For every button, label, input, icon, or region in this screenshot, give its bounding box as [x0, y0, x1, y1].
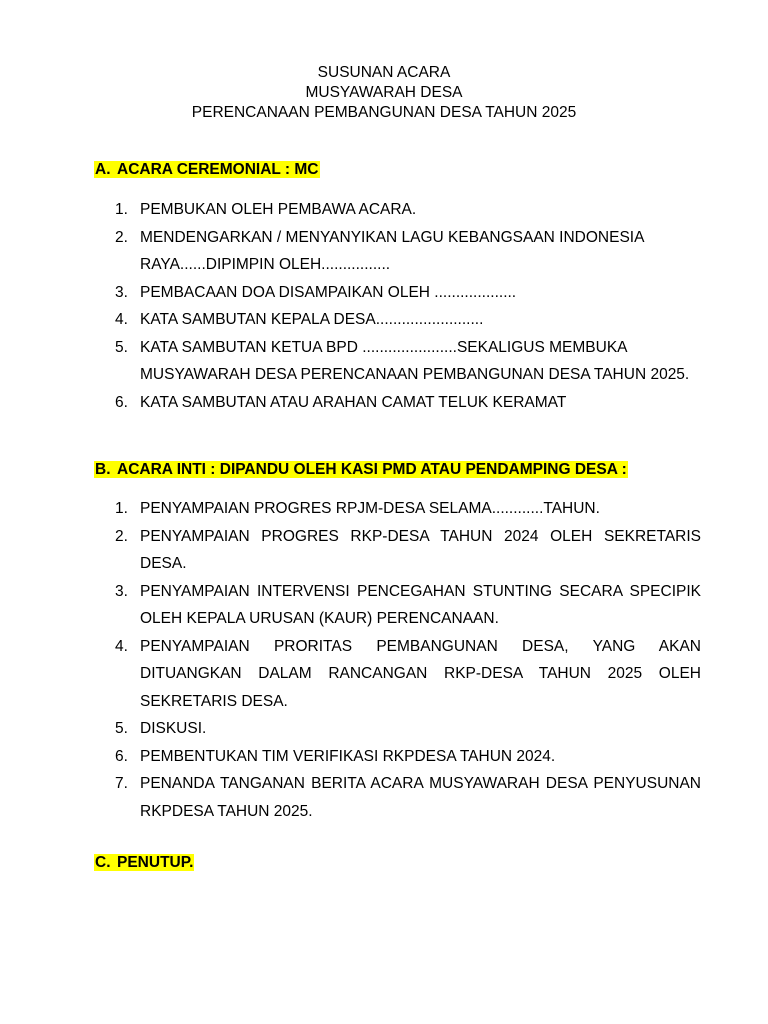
- item-number: 1.: [115, 201, 128, 218]
- list-item: [115, 334, 701, 389]
- item-text: PEMBACAAN DOA DISAMPAIKAN OLEH ...................: [140, 283, 517, 301]
- list-item: [115, 389, 701, 417]
- item-text: PENANDA TANGANAN BERITA ACARA MUSYAWARAH DESA PENYUSUNAN RKPDESA TAHUN 2025.: [140, 775, 701, 820]
- list-item: [115, 743, 701, 771]
- item-text: KATA SAMBUTAN KETUA BPD ......................SEKALIGUS MEMBUKA MUSYAWARAH DESA PERENCANAAN PEMBANGUNAN DESA TAHUN 2025.: [140, 338, 690, 383]
- section-letter: A.: [95, 161, 111, 178]
- item-text: PENYAMPAIAN INTERVENSI PENCEGAHAN STUNTING SECARA SPECIPIK OLEH KEPALA URUSAN (KAUR) PERENCANAAN.: [140, 582, 701, 627]
- section-title: ACARA CEREMONIAL : MC: [117, 161, 319, 178]
- item-number: 5.: [115, 720, 128, 737]
- list-item: [115, 224, 701, 279]
- doc-title-line-1: SUSUNAN ACARA: [317, 64, 451, 81]
- item-text: PENYAMPAIAN PRORITAS PEMBANGUNAN DESA, YANG AKAN DITUANGKAN DALAM RANCANGAN RKP-DESA TAHUN 2025 OLEH SEKRETARIS DESA.: [140, 637, 701, 710]
- list-item: [115, 523, 701, 578]
- item-number: 4.: [115, 311, 128, 328]
- list-item: [115, 279, 701, 307]
- section-title: PENUTUP.: [117, 854, 194, 871]
- item-number: 5.: [115, 338, 128, 356]
- item-number: 7.: [115, 775, 128, 792]
- section-letter: C.: [95, 854, 111, 871]
- item-text: PEMBENTUKAN TIM VERIFIKASI RKPDESA TAHUN 2024.: [140, 747, 556, 765]
- doc-title-line-2: MUSYAWARAH DESA: [305, 84, 463, 101]
- item-number: 2.: [115, 228, 128, 246]
- section-b-list: [115, 495, 701, 825]
- item-number: 6.: [115, 747, 128, 765]
- item-number: 2.: [115, 527, 128, 545]
- doc-title-line-3: PERENCANAAN PEMBANGUNAN DESA TAHUN 2025: [191, 104, 577, 121]
- section-letter: B.: [95, 461, 111, 478]
- list-item: [115, 196, 701, 224]
- item-number: 3.: [115, 283, 128, 301]
- item-number: 4.: [115, 637, 128, 655]
- item-text: PEMBUKAN OLEH PEMBAWA ACARA.: [140, 201, 417, 218]
- item-text: KATA SAMBUTAN KEPALA DESA.........................: [140, 311, 484, 328]
- item-text: DISKUSI.: [140, 720, 207, 737]
- list-item: [115, 770, 701, 825]
- item-text: KATA SAMBUTAN ATAU ARAHAN CAMAT TELUK KERAMAT: [140, 393, 567, 411]
- list-item: [115, 495, 701, 523]
- list-item: [115, 578, 701, 633]
- item-text: PENYAMPAIAN PROGRES RPJM-DESA SELAMA............TAHUN.: [140, 500, 600, 517]
- item-number: 3.: [115, 582, 128, 600]
- item-text: MENDENGARKAN / MENYANYIKAN LAGU KEBANGSAAN INDONESIA RAYA......DIPIMPIN OLEH................: [140, 228, 644, 273]
- section-title: ACARA INTI : DIPANDU OLEH KASI PMD ATAU PENDAMPING DESA :: [117, 461, 627, 478]
- item-text: PENYAMPAIAN PROGRES RKP-DESA TAHUN 2024 OLEH SEKRETARIS DESA.: [140, 527, 701, 572]
- item-number: 6.: [115, 393, 128, 411]
- section-c-heading: [94, 853, 194, 873]
- list-item: [115, 306, 701, 334]
- section-a-list: [115, 196, 701, 416]
- section-a-heading: [94, 160, 320, 180]
- item-number: 1.: [115, 500, 128, 517]
- list-item: [115, 715, 701, 743]
- list-item: [115, 633, 701, 716]
- section-b-heading: [94, 460, 628, 480]
